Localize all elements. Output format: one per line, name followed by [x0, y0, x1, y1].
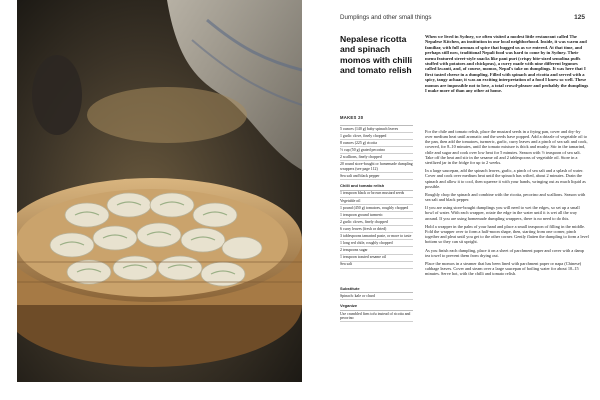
recipe-photo	[17, 0, 302, 382]
method-step: Roughly chop the spinach and combine with the ricotta, pecorino and scallions. Season with sea salt and black pepper.	[425, 191, 586, 203]
ingredient-item: 2 scallions, finely chopped	[340, 154, 413, 161]
substitute-heading: Substitute	[340, 285, 360, 291]
veganize-list	[340, 310, 413, 323]
steamer-basket-of-momos-icon	[17, 0, 302, 382]
ingredient-item: 20 round store-bought or homemade dumpling wrappers (see page 112)	[340, 161, 413, 173]
ingredient-list-relish	[340, 190, 413, 269]
ingredient-item: Vegetable oil	[340, 198, 413, 205]
ingredient-item: 1 long red chile, roughly chopped	[340, 240, 413, 247]
chapter-title: Dumplings and other small things	[340, 13, 432, 21]
recipe-intro: When we lived in Sydney, we often visited a modest little restaurant called The Nepalese Kitchen, an institution in our local neighborhood. Inside, it was warm and familiar, with full aromas of spice that hugged us as we entered. At that time, and perhaps still now, traditional Nepali food was hard to come by in Sydney. Their menu featured street-style snacks like pani puri (crispy bite-sized semolina puffs stuffed with potatoes and chickpeas), a curry made with nine different legumes called kwanti, and, of course, momos, Nepal's take on dumplings. It was here that I first tasted cheese in a dumpling. Filled with spinach and ricotta and served with a spicy, tangy achaar, it was an exciting interpretation of a food I knew so well. These momos are impossible not to love, a total crowd-pleaser and probably the dumplings I make more of than any other at home.	[425, 34, 589, 94]
page-number: 125	[574, 13, 585, 21]
relish-heading: Chilli and tomato relish	[340, 183, 385, 189]
running-header	[340, 11, 585, 23]
ingredient-item: 2 garlic cloves, finely chopped	[340, 219, 413, 226]
ingredient-item: 5 ounces (140 g) baby spinach leaves	[340, 126, 413, 133]
ingredient-item: 1 teaspoon black or brown mustard seeds	[340, 191, 413, 198]
method-step: If you are using store-bought dumplings you will need to wet the edges, so set up a small bowl of water. With each wrapper, rotate the edge in the water until it is wet all the way around. If you are using homemade dumpling wrappers, there is no need to do this.	[425, 205, 580, 221]
recipe-title: Nepalese ricotta and spinach momos with chilli and tomato relish	[340, 34, 413, 76]
ingredient-item: ½ cup (50 g) grated pecorino	[340, 147, 413, 154]
ingredient-item: 1 teaspoon ground turmeric	[340, 212, 413, 219]
recipe-yield: MAKES 20	[340, 115, 364, 120]
ingredient-item: Sea salt	[340, 262, 413, 269]
substitute-list	[340, 292, 413, 300]
method-step: In a large saucepan, add the spinach leaves, garlic, a pinch of sea salt and a splash of water. Cover and cook over medium heat until the spinach has wilted, about 2 minutes. Drain the spinach and allow it to cool, then squeeze it with your hands, wringing out as much liquid as possible.	[425, 168, 586, 189]
method-column	[425, 129, 589, 280]
ingredient-item: Use crumbled firm tofu instead of ricotta and pecorino	[340, 311, 413, 323]
ingredient-item: 8 ounces (225 g) ricotta	[340, 140, 413, 147]
ingredients-column	[340, 125, 413, 322]
ingredient-item: Spinach: kale or chard	[340, 293, 413, 300]
method-step: As you finish each dumpling, place it on a sheet of parchment paper and cover with a damp tea towel to prevent them from drying out.	[425, 247, 584, 258]
ingredient-item: 2 teaspoons sugar	[340, 247, 413, 254]
ingredient-item: Sea salt and black pepper	[340, 173, 413, 180]
ingredient-list-main	[340, 125, 413, 180]
ingredient-item: 1 teaspoon toasted sesame oil	[340, 255, 413, 262]
ingredient-item: 6 curry leaves (fresh or dried)	[340, 226, 413, 233]
method-step: Hold a wrapper in the palm of your hand and place a small teaspoon of filling in the middle. Fold the wrapper over to form a half-moon shape, then, starting from one corner, pinch together and pleat until you get to the other corner. Gently flatten the dumpling to form a level bottom so they can sit upright.	[425, 223, 589, 245]
veganize-heading: Veganize	[340, 303, 358, 309]
method-step: Place the momos in a steamer that has been lined with parchment paper or napa (Chinese) cabbage leaves. Cover and steam over a large saucepan of boiling water for about 10–15 minutes. Serve hot, with the chilli and tomato relish.	[425, 261, 582, 277]
ingredient-item: 1 pound (450 g) tomatoes, roughly chopped	[340, 205, 413, 212]
method-step: For the chile and tomato relish, place the mustard seeds in a frying pan, cover and dry-fry over medium heat until aromatic and the seeds have popped. Add a drizzle of vegetable oil to the pan, then add the tomatoes, turmeric, garlic, curry leaves and a pinch of sea salt and cook, covered, for 8–10 minutes, until the tomato mixture is thick and mushy. Stir in the tamarind, chile and sugar and cook over low heat for 5 minutes. Season with ½ teaspoon of sea salt. Take off the heat and stir in the sesame oil and 2 tablespoons of vegetable oil. Store in a sterilized jar in the fridge for up to 2 weeks.	[425, 129, 588, 165]
ingredient-item: 3 tablespoons tamarind paste, or more to taste	[340, 233, 413, 240]
ingredient-item: 1 garlic clove, finely chopped	[340, 133, 413, 140]
